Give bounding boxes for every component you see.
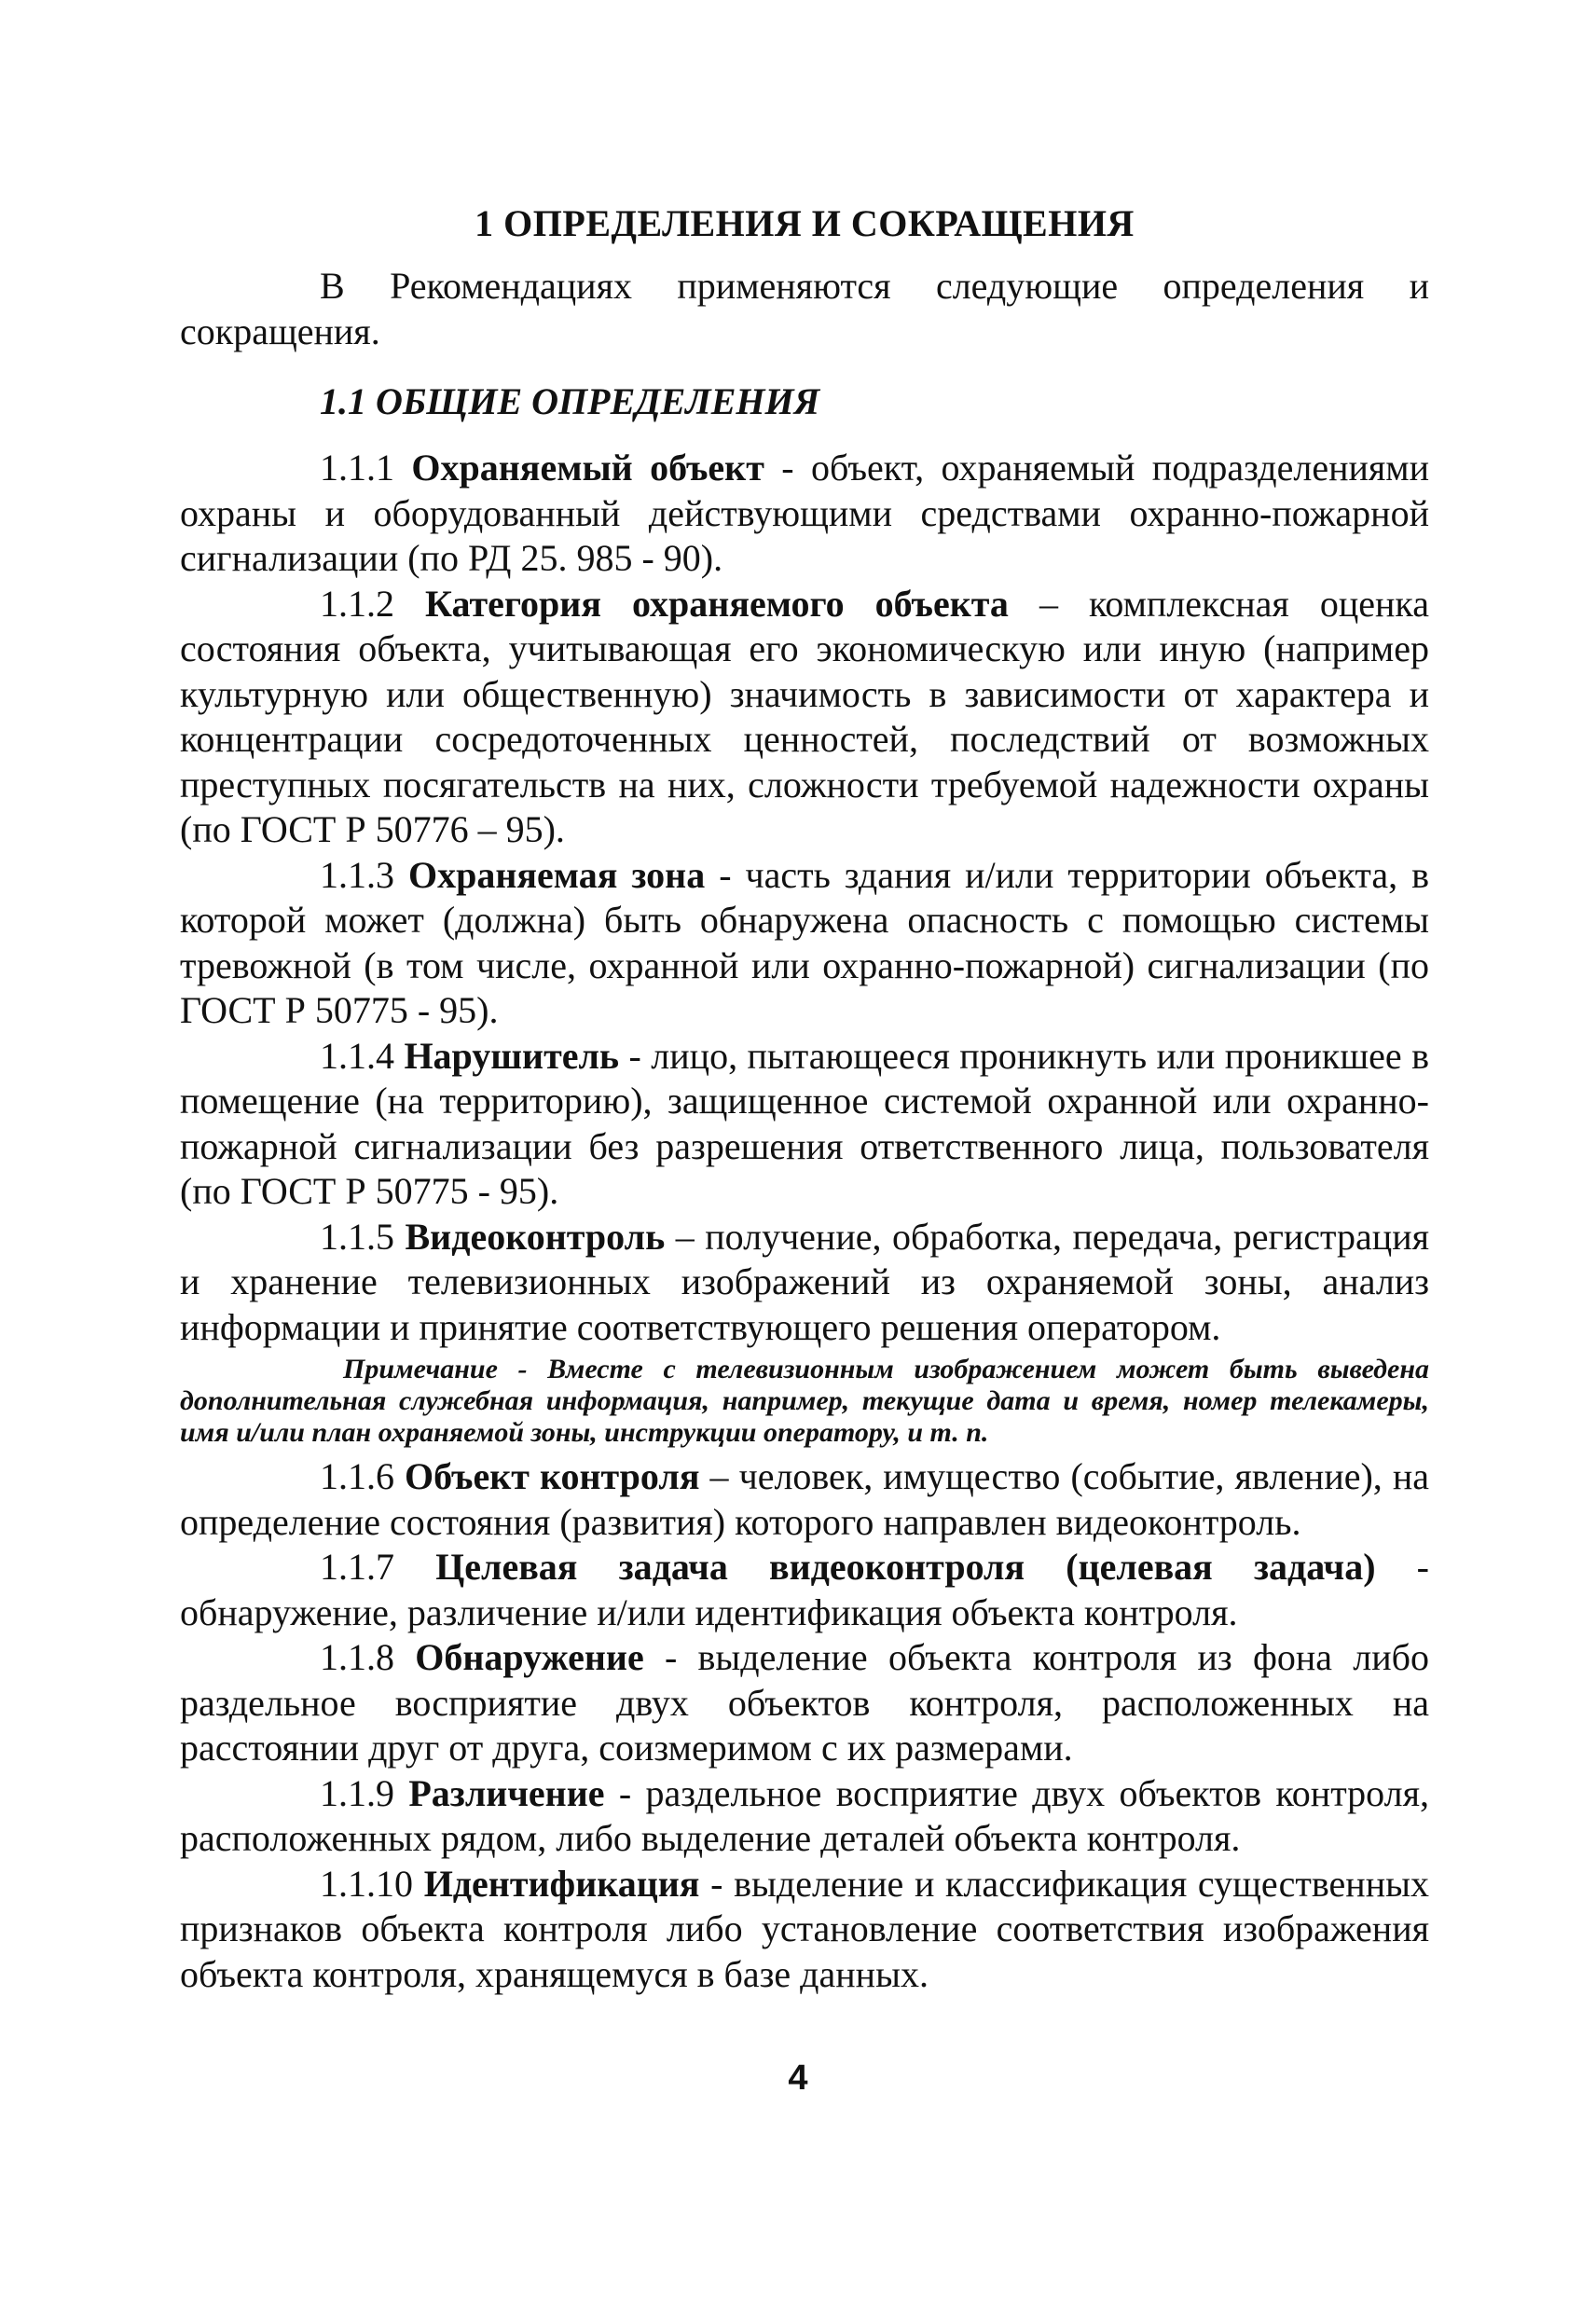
note: Примечание - Вместе с телевизионным изображением может быть выведена дополнительная служебная информация, например, текущие дата и время, номер телекамеры, имя и/или план охраняемой зоны, инструкции оператору, и т. п. — [180, 1354, 1429, 1448]
definition-1-1-4 — [180, 1034, 1429, 1215]
definition-text: - лицо, пытающееся проникнуть или проникшее в помещение (на территорию), защищенное системой охранной или охранно-пожарной сигнализации без разрешения ответственного лица, пользователя (по ГОСТ Р 50775 - 95). — [180, 1034, 1429, 1212]
definition-1-1-9 — [180, 1771, 1429, 1862]
definition-number: 1.1.5 — [320, 1215, 394, 1258]
definition-1-1-7 — [180, 1545, 1429, 1635]
definition-text: – комплексная оценка состояния объекта, учитывающая его экономическую или иную (например культурную или общественную) значимость в зависимости от характера и концентрации сосредоточенных ценностей, последствий от возможных преступных посягательств на них, сложности требуемой надежности охраны (по ГОСТ Р 50776 – 95). — [180, 582, 1429, 850]
definition-1-1-2 — [180, 582, 1429, 853]
definition-term: Идентификация — [423, 1862, 700, 1905]
definition-1-1-10 — [180, 1862, 1429, 1998]
definition-text: - раздельное восприятие двух объектов контроля, расположенных рядом, либо выделение деталей объекта контроля. — [180, 1771, 1430, 1859]
definition-number: 1.1.8 — [320, 1636, 394, 1678]
page-number: 4 — [788, 2058, 808, 2098]
definition-number: 1.1.6 — [320, 1455, 394, 1497]
chapter-title: 1 ОПРЕДЕЛЕНИЯ И СОКРАЩЕНИЯ — [475, 202, 1135, 244]
intro-paragraph: В Рекомендациях применяются следующие определения и сокращения. — [180, 265, 1429, 352]
definition-term: Охраняемый объект — [411, 447, 764, 489]
definition-term: Различение — [408, 1771, 605, 1814]
section-heading: 1.1 ОБЩИЕ ОПРЕДЕЛЕНИЯ — [320, 380, 820, 422]
definition-number: 1.1.1 — [320, 447, 394, 489]
definition-term: Видеоконтроль — [405, 1215, 666, 1258]
definition-term: Охраняемая зона — [407, 853, 706, 896]
definition-1-1-6 — [180, 1454, 1429, 1545]
definition-text: - выделение и классификация существенных признаков объекта контроля либо установление соответствия изображения объекта контроля, хранящемуся в базе данных. — [180, 1862, 1429, 1995]
definition-1-1-1 — [180, 446, 1429, 582]
definition-term: Обнаружение — [415, 1636, 644, 1678]
definition-number: 1.1.7 — [320, 1546, 394, 1588]
definition-text: – человек, имущество (событие, явление), на определение состояния (развития) которого направлен видеоконтроль. — [180, 1455, 1430, 1543]
definition-term: Нарушитель — [404, 1034, 620, 1077]
definition-text: - выделение объекта контроля из фона либо раздельное восприятие двух объектов контроля, расположенных на расстоянии друг от друга, соизмеримом с их размерами. — [180, 1636, 1429, 1769]
definition-term: Целевая задача видеоконтроля (целевая задача) — [435, 1546, 1376, 1588]
document-page — [180, 200, 1429, 1997]
definition-1-1-5 — [180, 1215, 1429, 1351]
definition-term: Объект контроля — [405, 1455, 700, 1497]
definition-term: Категория охраняемого объекта — [425, 582, 1009, 625]
definition-text: - обнаружение, различение и/или идентификация объекта контроля. — [180, 1546, 1430, 1633]
definition-1-1-3 — [180, 853, 1429, 1034]
definition-1-1-8 — [180, 1635, 1429, 1771]
definition-text: - часть здания и/или территории объекта, в которой может (должна) быть обнаружена опасность с помощью системы тревожной (в том числе, охранной или охранно-пожарной) сигнализации (по ГОСТ Р 50775 - 95). — [180, 853, 1430, 1031]
definition-text: - объект, охраняемый подразделениями охраны и оборудованный действующими средствами охранно-пожарной сигнализации (по РД 25. 985 - 90). — [180, 447, 1429, 579]
definition-text: – получение, обработка, передача, регистрация и хранение телевизионных изображений из охраняемой зоны, анализ информации и принятие соответствующего решения оператором. — [180, 1215, 1429, 1348]
definition-number: 1.1.10 — [320, 1862, 413, 1905]
definition-number: 1.1.3 — [320, 853, 394, 896]
definition-number: 1.1.2 — [320, 582, 394, 625]
definition-number: 1.1.4 — [320, 1034, 394, 1077]
definition-number: 1.1.9 — [320, 1771, 394, 1814]
